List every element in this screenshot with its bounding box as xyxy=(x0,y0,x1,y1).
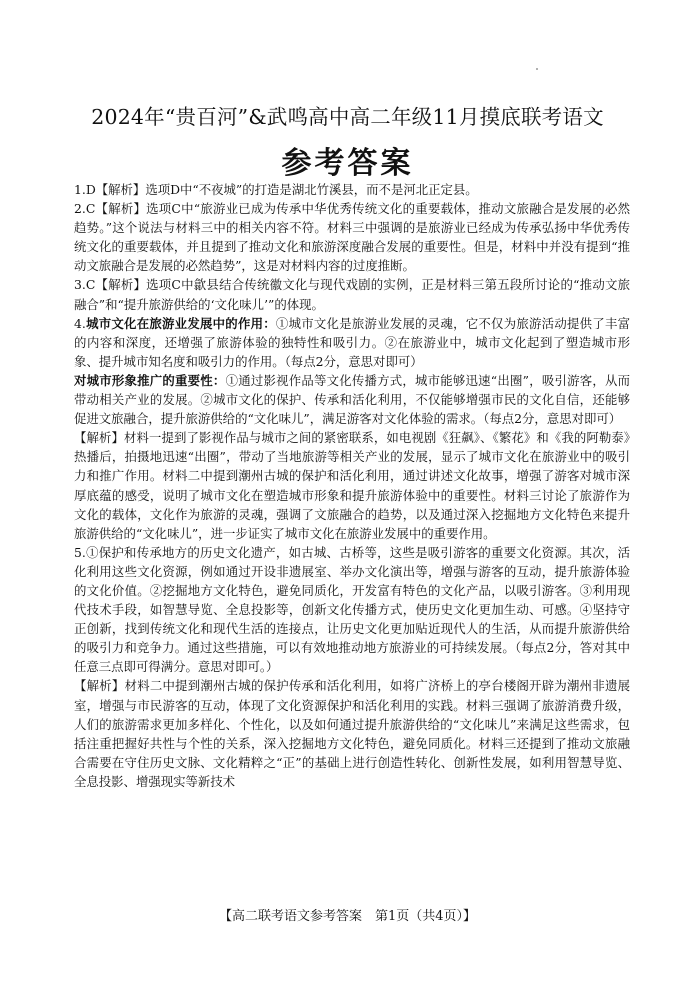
answer-4-importance-text: ①通过影视作品等文化传播方式，城市能够迅速“出圈”，吸引游客，从而带动相关产业的发展。②城市文化的保护、传承和活化利用，不仅能够增强市民的文化自信，还能够促进文旅融合，提升旅游供给的“文化味儿”，满足游客对文化体验的需求。（每点2分，意思对即可） xyxy=(74,372,630,427)
answer-5: 5.①保护和传承地方的历史文化遗产，如古城、古桥等，这些是吸引游客的重要文化资源。其次，活化利用这些文化资源，例如通过开设非遗展室、举办文化演出等，增强与游客的互动，提升旅游体验的文化价值。②挖掘地方文化特色，避免同质化，开发富有特色的文化产品，以吸引游客。③利用现代技术手段，如智慧导览、全息投影等，创新文化传播方式，使历史文化更加生动、可感。④坚持守正创新，找到传统文化和现代生活的连接点，让历史文化更加贴近现代人的生活，从而提升旅游供给的吸引力和竞争力。通过这些措施，可以有效地推动地方旅游业的可持续发展。（每点2分，答对其中任意三点即可得满分。意思对即可。） xyxy=(74,544,630,675)
scan-speck xyxy=(536,68,538,70)
answer-4-number: 4. xyxy=(74,315,86,331)
document-subtitle: 参考答案 xyxy=(281,146,414,181)
answer-5-analysis: 【解析】材料二中提到潮州古城的保护传承和活化利用，如将广济桥上的亭台楼阁开辟为潮州非遗展室，增强与市民游客的互动，体现了文化资源保护和活化利用的实践。材料三强调了旅游消费升级，人们的旅游需求更加多样化、个性化，以及如何通过提升旅游供给的“文化味儿”来满足这些需求，包括注重把握好共性与个性的关系，深入挖掘地方文化特色，避免同质化。材料三还提到了推动文旅融合需要在守住历史文脉、文化精粹之“正”的基础上进行创造性转化、创新性发展，如利用智慧导览、全息投影、增强现实等新技术 xyxy=(74,678,630,789)
answer-2: 2.C【解析】选项C中“旅游业已成为传承中华优秀传统文化的重要载体，推动文旅融合是发展的必然趋势。”这个说法与材料三中的相关内容不符。材料三中强调的是旅游业已经成为传承弘扬中华优秀传统文化的重要载体，并且提到了推动文化和旅游深度融合发展的重要性。但是，材料中并没有提到“推动文旅融合是发展的必然趋势”，这是对材料内容的过度推断。 xyxy=(74,201,630,274)
page-footer: 【高二联考语文参考答案 第1页（共4页）】 xyxy=(218,909,477,924)
answer-body xyxy=(74,180,630,791)
answer-1: 1.D【解析】选项D中“不夜城”的打造是湖北竹溪县，而不是河北正定县。 xyxy=(74,182,478,197)
answer-4-role xyxy=(74,314,630,371)
document-title: 2024年“贵百河”&武鸣高中高二年级11月摸底联考语文 xyxy=(91,105,604,129)
answer-4-analysis: 【解析】材料一提到了影视作品与城市之间的紧密联系，如电视剧《狂飙》、《繁花》和《我的阿勒泰》热播后，拍摄地迅速“出圈”，带动了当地旅游等相关产业的发展，显示了城市文化在旅游业中的吸引力和推广作用。材料二中提到潮州古城的保护和活化利用，通过讲述文化故事，增强了游客对城市深厚底蕴的感受，说明了城市文化在塑造城市形象和提升旅游体验中的重要性。材料三讨论了旅游作为文化的载体，文化作为旅游的灵魂，强调了文旅融合的趋势，以及通过深入挖掘地方文化特色来提升旅游供给的“文化味儿”，进一步证实了城市文化在旅游业发展中的重要作用。 xyxy=(74,430,630,541)
answer-4-role-heading: 城市文化在旅游业发展中的作用： xyxy=(85,315,276,331)
answer-3: 3.C【解析】选项C中歙县结合传统徽文化与现代戏剧的实例，正是材料三第五段所讨论的“推动文旅融合”和“提升旅游供给的‘文化味儿’”的体现。 xyxy=(74,277,630,312)
answer-4-role-text: ①城市文化是旅游业发展的灵魂，它不仅为旅游活动提供了丰富的内容和深度，还增强了旅游体验的独特性和吸引力。②在旅游业中，城市文化起到了塑造城市形象、提升城市知名度和吸引力的作用。（每点2分，意思对即可） xyxy=(74,315,631,369)
answer-4-importance xyxy=(74,371,630,428)
answer-4-importance-heading: 对城市形象推广的重要性： xyxy=(74,372,226,388)
